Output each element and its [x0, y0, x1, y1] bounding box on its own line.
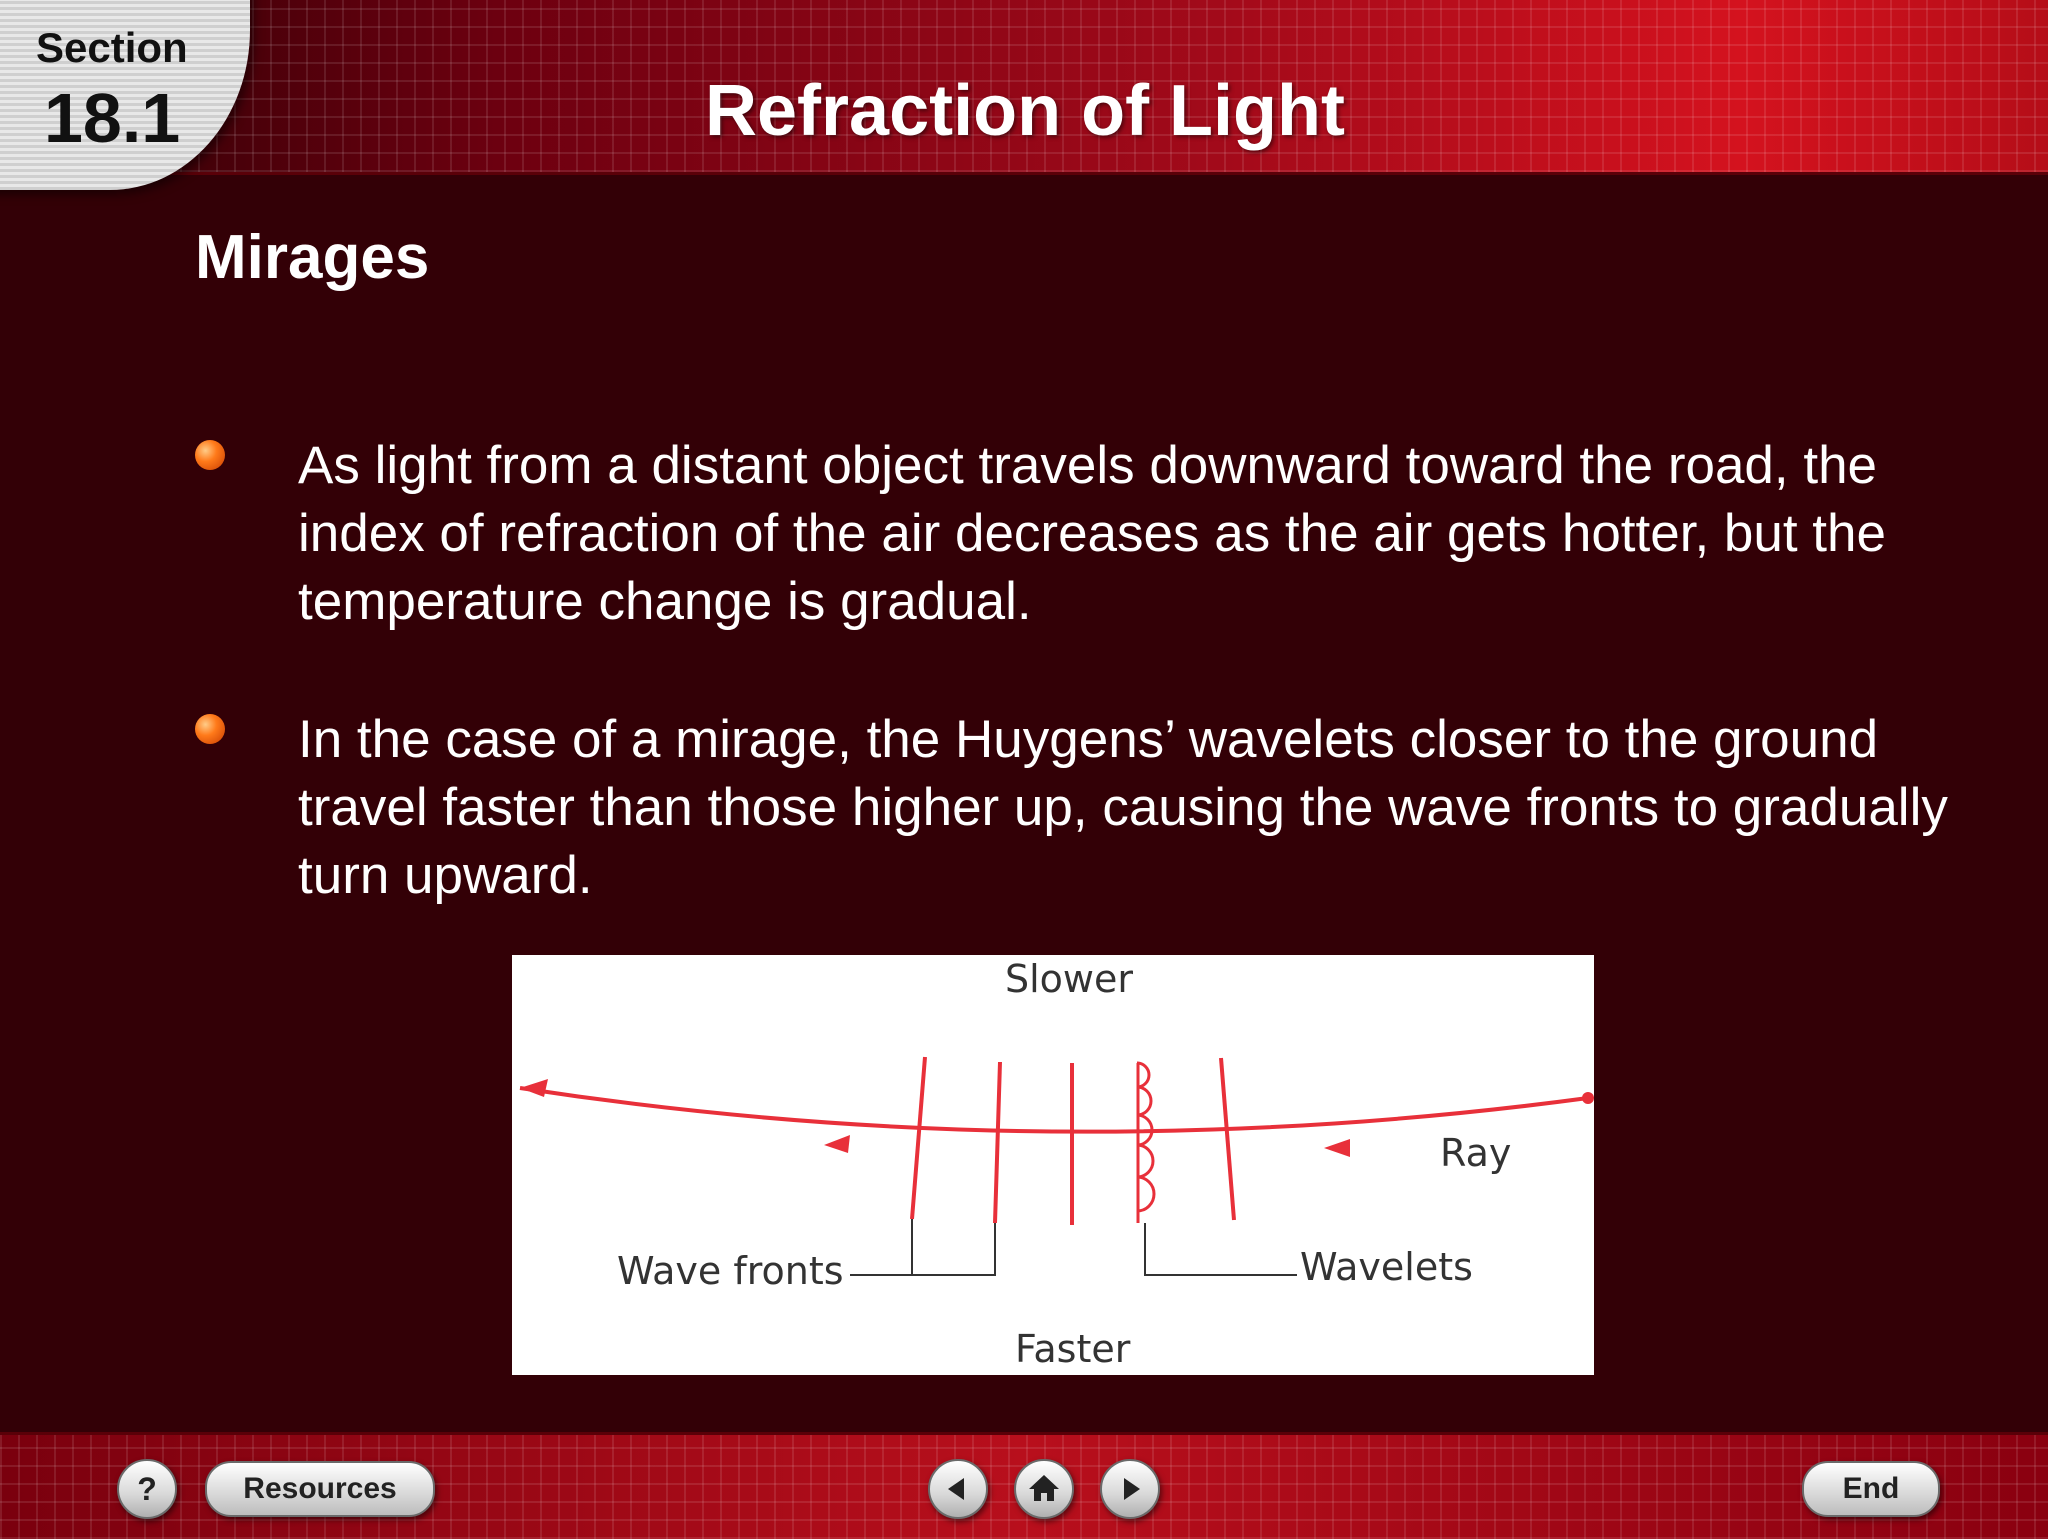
label-faster: Faster — [1015, 1327, 1131, 1371]
home-icon — [1016, 1461, 1072, 1517]
footer-bar — [0, 1432, 2048, 1539]
left-arrow-icon — [930, 1461, 986, 1517]
bullet-text: As light from a distant object travels downward toward the road, the index of refraction of the air decreases as the air gets hotter, but the temperature change is gradual. — [298, 436, 1886, 631]
ray-curve — [520, 1088, 1588, 1132]
wave-front-line — [912, 1057, 925, 1219]
previous-button[interactable] — [928, 1459, 988, 1519]
bullet-dot-icon — [195, 714, 225, 744]
wavelets-leader — [1145, 1223, 1297, 1275]
next-button[interactable] — [1100, 1459, 1160, 1519]
header-bar — [0, 0, 2048, 175]
home-button[interactable] — [1014, 1459, 1074, 1519]
section-number: 18.1 — [44, 79, 181, 157]
section-label: Section — [36, 24, 188, 71]
mirage-diagram — [512, 955, 1594, 1375]
wave-front-line — [995, 1062, 1000, 1223]
end-button[interactable]: End — [1802, 1461, 1940, 1517]
label-wavelets: Wavelets — [1300, 1245, 1473, 1289]
label-wave-fronts: Wave fronts — [617, 1249, 844, 1293]
bullet-dot-icon — [195, 440, 225, 470]
wave-fronts-leader — [912, 1219, 995, 1275]
wave-diagram-graphic — [512, 955, 1594, 1375]
slide-title: Refraction of Light — [705, 71, 1345, 151]
ray-arrow-left-icon — [520, 1079, 548, 1097]
bullet-text: In the case of a mirage, the Huygens’ wavelets closer to the ground travel faster than those higher up, causing the wave fronts to gradually turn upward. — [298, 710, 1948, 905]
wave-front-line — [1221, 1058, 1234, 1220]
help-button[interactable]: ? — [117, 1459, 177, 1519]
right-arrow-icon — [1102, 1461, 1158, 1517]
label-ray: Ray — [1440, 1131, 1512, 1175]
slide-subtitle: Mirages — [195, 223, 430, 292]
wavelets-curve — [1137, 1063, 1154, 1211]
ray-arrow-mid-icon — [824, 1135, 850, 1153]
resources-button[interactable]: Resources — [205, 1461, 435, 1517]
ray-source-dot — [1582, 1092, 1594, 1104]
ray-arrow-right-icon — [1324, 1139, 1350, 1157]
label-slower: Slower — [1005, 957, 1134, 1001]
